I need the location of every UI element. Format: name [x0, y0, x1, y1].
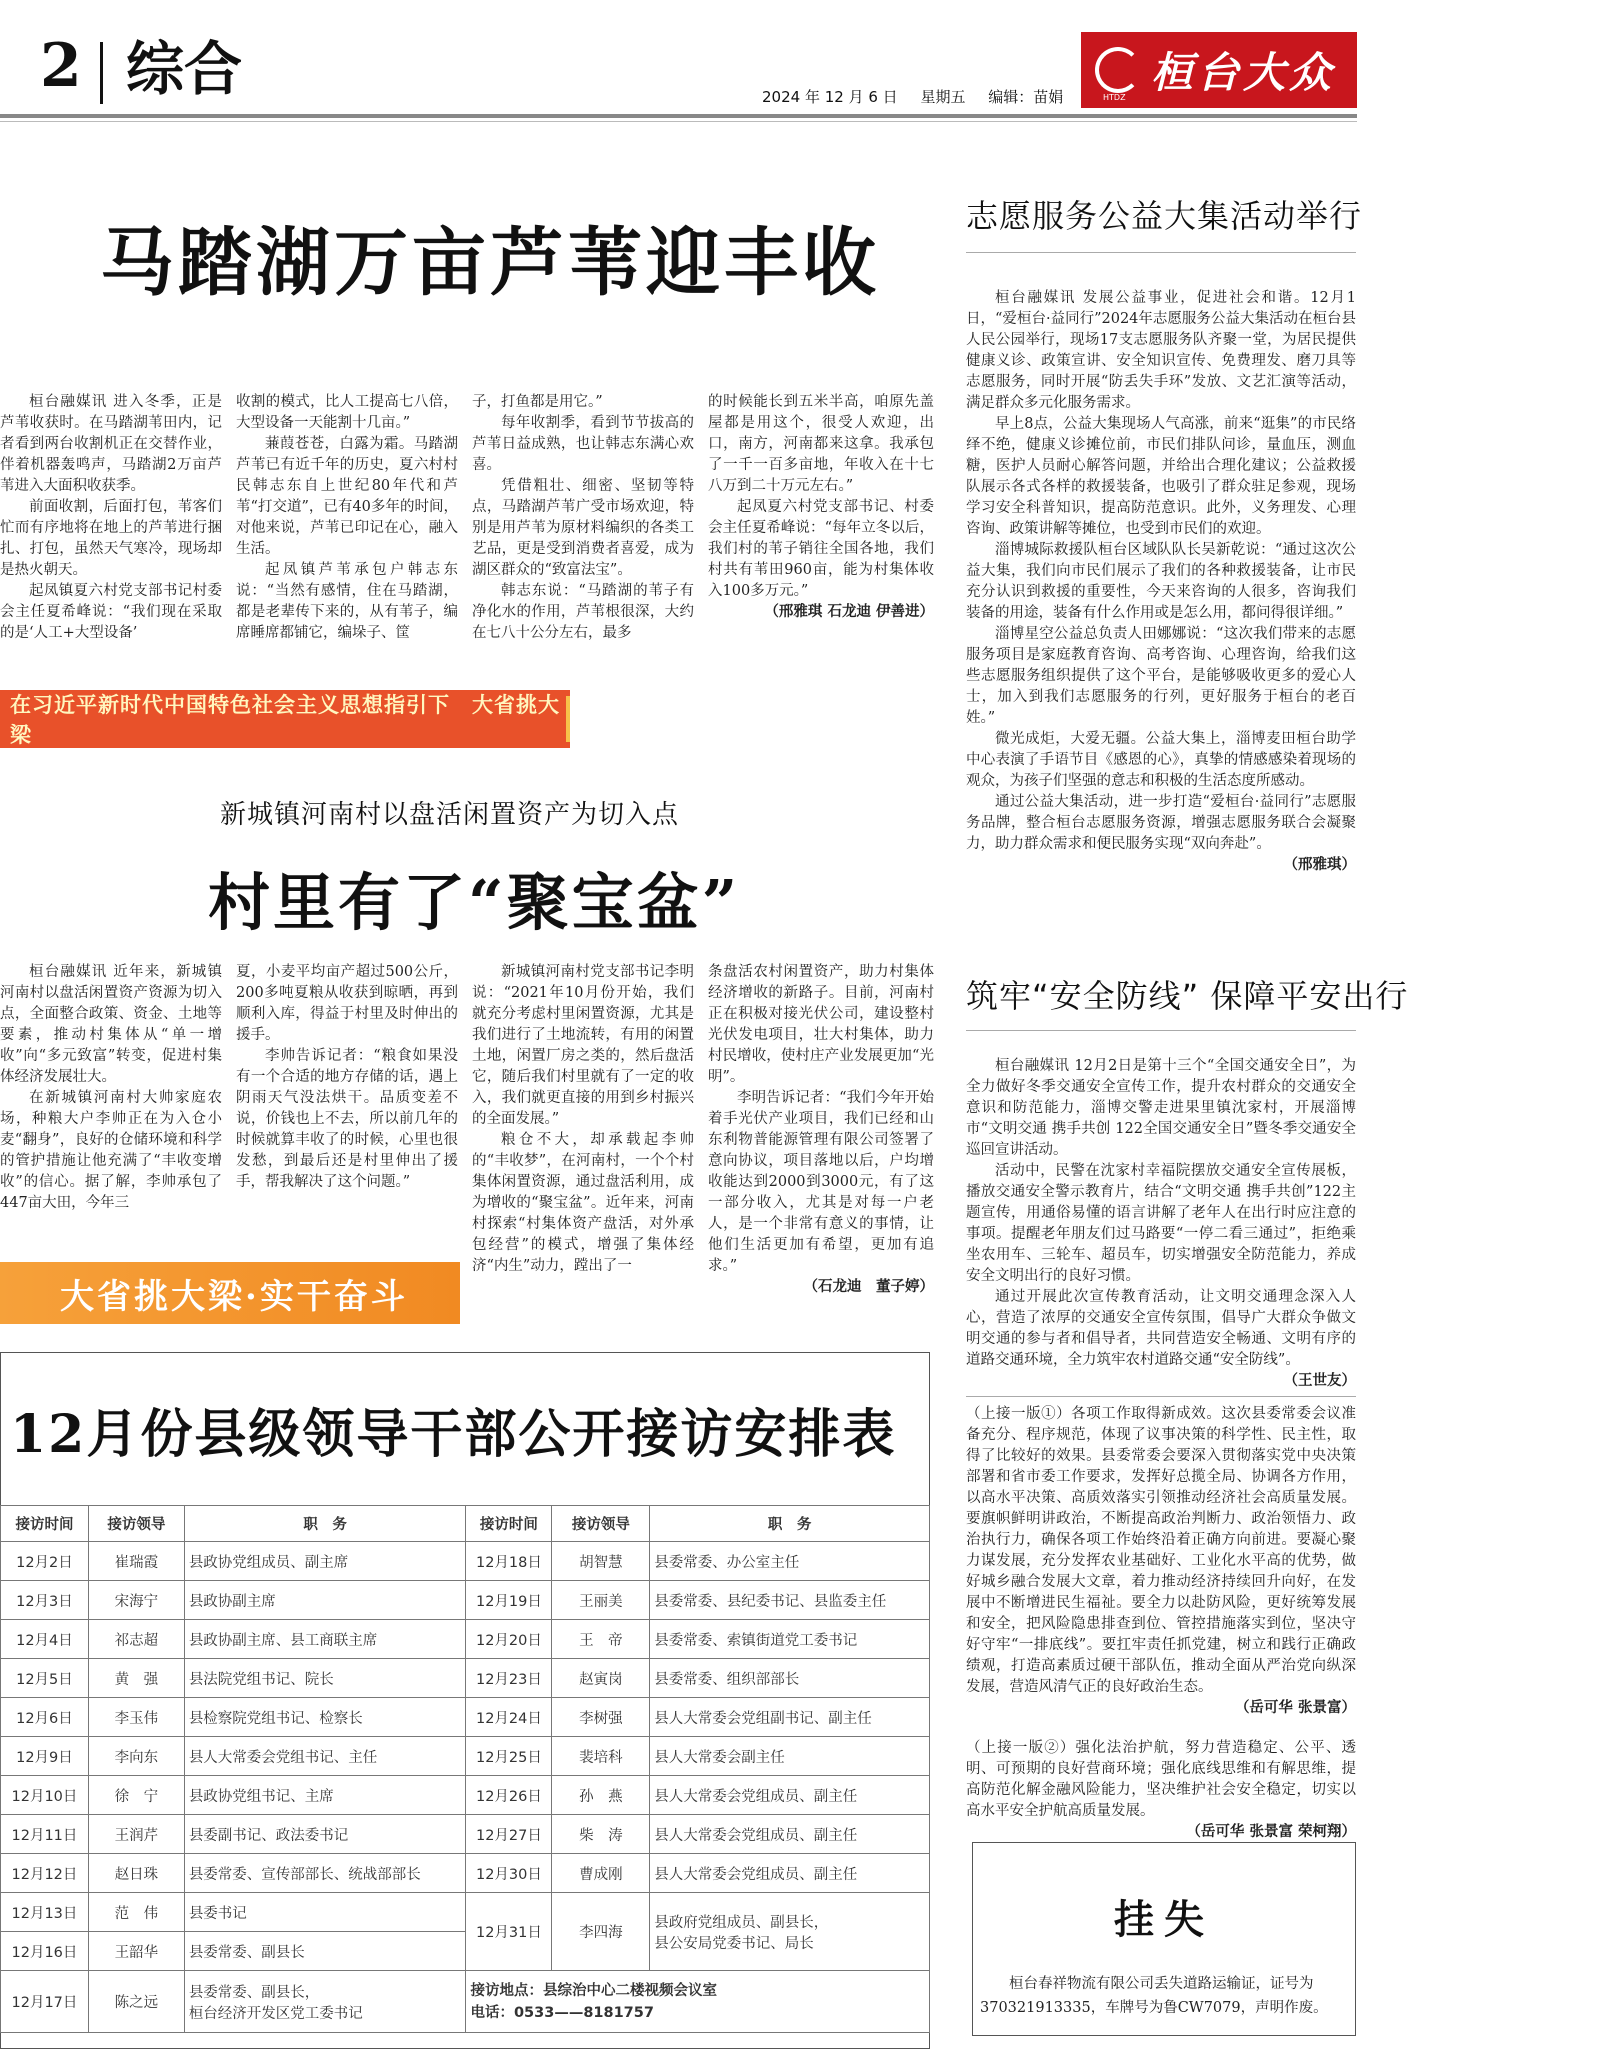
page-number: 2: [40, 31, 82, 101]
article2-col1: [0, 962, 222, 1214]
paragraph: 李帅告诉记者：“粮食如果没有一个合适的地方存储的话，遇上阴雨天气没法烘干。品质变差不说，价钱也上不去，所以前几年的时候就算丰收了的时候，心里也很发愁，到最后还是村里伸出了援手，帮我解决了这个问题。”: [236, 1048, 458, 1190]
schedule-cell: 范 伟: [88, 1893, 184, 1932]
schedule-cell: 柴 涛: [552, 1815, 650, 1854]
schedule-cell: 县委常委、索镇街道党工委书记: [650, 1620, 930, 1659]
schedule-cell: 县人大常委会副主任: [650, 1737, 930, 1776]
schedule-cell: 12月11日: [1, 1815, 89, 1854]
table-row: [1, 1581, 930, 1620]
issue-weekday: 星期五: [920, 88, 966, 106]
right1-rule: [966, 252, 1356, 253]
paragraph: 子，打鱼都是用它。”: [472, 394, 603, 410]
section-title: 综合: [126, 35, 243, 103]
issue-date: 2024 年 12 月 6 日: [762, 88, 898, 106]
schedule-header-cell: 职 务: [650, 1506, 930, 1542]
schedule-cell: 县检察院党组书记、检察长: [184, 1698, 466, 1737]
schedule-cell: 王 帝: [552, 1620, 650, 1659]
right3-rule: [966, 1396, 1356, 1397]
paragraph: 通过公益大集活动，进一步打造“爱桓台·益同行”志愿服务品牌，整合桓台志愿服务资源，增强志愿服务联合会凝聚力，助力群众需求和便民服务实现“双向奔赴”。: [966, 794, 1356, 852]
cont1-byline: （岳可华 张景富）: [1234, 1700, 1356, 1716]
schedule-header-cell: 接访时间: [1, 1506, 89, 1542]
schedule-cell: 县人大常委会党组副书记、副主任: [650, 1698, 930, 1737]
schedule-cell: 徐 宁: [88, 1776, 184, 1815]
paragraph: 条盘活农村闲置资产，助力村集体经济增收的新路子。目前，河南村正在积极对接光伏公司，建设整村光伏发电项目，壮大村集体，助力村民增收，使村庄产业发展更加“光明”。: [708, 964, 934, 1085]
schedule-cell: 黄 强: [88, 1659, 184, 1698]
schedule-cell: 12月19日: [466, 1581, 552, 1620]
article2-subheadline: 新城镇河南村以盘活闲置资产为切入点: [220, 800, 680, 830]
paragraph: 起凤镇夏六村党支部书记村委会主任夏希峰说：“我们现在采取的是‘人工+大型设备’: [0, 583, 222, 641]
schedule-cell: 县人大常委会党组成员、副主任: [650, 1776, 930, 1815]
schedule-cell: 12月6日: [1, 1698, 89, 1737]
schedule-cell: 孙 燕: [552, 1776, 650, 1815]
paragraph: 凭借粗壮、细密、坚韧等特点，马踏湖芦苇广受市场欢迎，特别是用芦苇为原材料编织的各类工艺品，更是受到消费者喜爱，成为湖区群众的“致富法宝”。: [472, 478, 694, 578]
schedule-header-cell: 接访领导: [552, 1506, 650, 1542]
article1-col3: [472, 392, 694, 644]
logo-swirl-icon: [1095, 47, 1141, 93]
logo-text: 桓台大众: [1151, 48, 1336, 97]
schedule-cell: 胡智慧: [552, 1542, 650, 1581]
schedule-cell: 县委副书记、政法委书记: [184, 1815, 466, 1854]
paragraph: 韩志东说：“马踏湖的苇子有净化水的作用，芦苇根很深，大约在七八十公分左右，最多: [472, 583, 694, 641]
paragraph: 起凤夏六村党支部书记、村委会主任夏希峰说：“每年立冬以后，我们村的苇子销往全国各地，我们村共有苇田960亩，能为村集体收入100多万元。”: [708, 499, 934, 599]
lost-notice-title: 挂失: [1114, 1896, 1214, 1943]
schedule-cell: 县人大常委会党组成员、副主任: [650, 1815, 930, 1854]
cont2-body: [966, 1738, 1356, 1843]
right2-rule: [966, 1030, 1356, 1031]
schedule-cell: 县政协副主席、县工商联主席: [184, 1620, 466, 1659]
schedule-cell: 县委书记: [184, 1893, 466, 1932]
schedule-cell: 县委常委、宣传部部长、统战部部长: [184, 1854, 466, 1893]
paragraph: 收割的模式，比人工提高七八倍，大型设备一天能割十几亩。”: [236, 394, 458, 431]
article2-col4: [708, 962, 934, 1298]
schedule-cell: 曹成刚: [552, 1854, 650, 1893]
article2-headline: 村里有了“聚宝盆”: [208, 866, 741, 939]
newspaper-logo: [1081, 32, 1357, 108]
right1-body: [966, 288, 1356, 876]
paragraph: 淄博星空公益总负责人田娜娜说：“这次我们带来的志愿服务项目是家庭教育咨询、高考咨询、心理咨询，给我们这些志愿服务组织提供了这个平台，是能够吸收更多的爱心人士，加入到我们志愿服务的行列，更好服务于桓台的老百姓。”: [966, 626, 1356, 726]
table-row: [1, 1659, 930, 1698]
table-row: [1, 1893, 930, 1932]
masthead-divider: [100, 42, 103, 104]
paragraph: 的时候能长到五米半高，咱原先盖屋都是用这个，很受人欢迎，出口，南方，河南都来这拿。我承包了一千一百多亩地，年收入在十七八万到二十万元左右。”: [708, 394, 934, 494]
paragraph: （上接一版②）强化法治护航，努力营造稳定、公平、透明、可预期的良好营商环境；强化底线思维和有解思维，提高防范化解金融风险能力，坚决维护社会安全稳定，切实以高水平安全护航高质量发展。: [966, 1740, 1356, 1819]
article2-col2: [236, 962, 458, 1193]
schedule-cell: 12月18日: [466, 1542, 552, 1581]
table-row: [1, 1776, 930, 1815]
schedule-cell: 12月27日: [466, 1815, 552, 1854]
right2-byline: （王世友）: [1283, 1373, 1356, 1389]
schedule-cell: 陈之远: [88, 1971, 184, 2033]
schedule-cell: 12月31日: [466, 1893, 552, 1971]
schedule-cell: 县政协党组成员、副主席: [184, 1542, 466, 1581]
schedule-cell: 王韶华: [88, 1932, 184, 1971]
schedule-cell: 12月9日: [1, 1737, 89, 1776]
paragraph: 蒹葭苍苍，白露为霜。马踏湖芦苇已有近千年的历史，夏六村村民韩志东自上世纪80年代和芦苇“打交道”，已有40多年的时间，对他来说，芦苇已印记在心，融入生活。: [236, 436, 458, 557]
schedule-cell: 12月5日: [1, 1659, 89, 1698]
schedule-cell: 县人大常委会党组成员、副主任: [650, 1854, 930, 1893]
table-row: [1, 1854, 930, 1893]
schedule-cell: 12月10日: [1, 1776, 89, 1815]
paragraph: 早上8点，公益大集现场人气高涨，前来“逛集”的市民络绎不绝，健康义诊摊位前，市民们排队问诊，量血压，测血糖，医护人员耐心解答问题，并给出合理化建议；公益救援队展示各式各样的救援装备，也吸引了群众驻足参观，现场学习安全科普知识，提高防范意识。此外，义务理发、心理咨询、政策讲解等摊位，也受到市民们的欢迎。: [966, 416, 1356, 537]
paragraph: 通过开展此次宣传教育活动，让文明交通理念深入人心，营造了浓厚的交通安全宣传氛围，倡导广大群众争做文明交通的参与者和倡导者，共同营造安全畅通、文明有序的道路交通环境，全力筑牢农村道路交通“安全防线”。: [966, 1289, 1356, 1368]
schedule-cell: 赵日珠: [88, 1854, 184, 1893]
schedule-cell: 12月12日: [1, 1854, 89, 1893]
article2-col3: [472, 962, 694, 1277]
schedule-header-cell: 接访时间: [466, 1506, 552, 1542]
paragraph: 微光成炬，大爱无疆。公益大集上，淄博麦田桓台助学中心表演了手语节目《感恩的心》，真挚的情感感染着现场的观众，为孩子们坚强的意志和积极的生活态度所感动。: [966, 731, 1356, 789]
schedule-cell: 12月26日: [466, 1776, 552, 1815]
article2-byline: （石龙迪 董子婷）: [803, 1279, 934, 1295]
schedule-cell: 崔瑞霞: [88, 1542, 184, 1581]
editor-credit: 编辑：苗娟: [988, 88, 1064, 106]
schedule-title: 12月份县级领导干部公开接访安排表: [10, 1404, 897, 1465]
paragraph: 夏，小麦平均亩产超过500公斤，200多吨夏粮从收获到晾晒，再到顺利入库，得益于村里及时伸出的援手。: [236, 964, 458, 1043]
schedule-cell: 祁志超: [88, 1620, 184, 1659]
paragraph: （上接一版①）各项工作取得新成效。这次县委常委会议准备充分、程序规范，体现了议事决策的科学性、民主性，取得了比较好的效果。县委常委会要深入贯彻落实党中央决策部署和省市委工作要求，发挥好总揽全局、协调各方作用，以高水平决策、高质效落实引领推动经济社会高质量发展。要旗帜鲜明讲政治，不断提高政治判断力、政治领悟力、政治执行力，确保各项工作始终沿着正确方向前进。要凝心聚力谋发展，充分发挥农业基础好、工业化水平高的优势，做好城乡融合发展大文章，着力推动经济持续回升向好，在发展中不断增进民生福祉。要全力以赴防风险，更好统筹发展和安全，把风险隐患排查到位、管控措施落实到位，坚决守好守牢“一排底线”。要扛牢责任抓党建，树立和践行正确政绩观，打造高素质过硬干部队伍，推动全面从严治党向纵深发展，营造风清气正的良好政治生态。: [966, 1406, 1356, 1695]
paragraph: 桓台融媒讯 12月2日是第十三个“全国交通安全日”，为全力做好冬季交通安全宣传工作，提升农村群众的交通安全意识和防范能力，淄博交警走进果里镇沈家村，开展淄博市“文明交通 携手共创 122全国交通安全日”暨冬季交通安全巡回宣讲活动。: [966, 1058, 1356, 1158]
schedule-cell: 县政府党组成员、副县长， 县公安局党委书记、局长: [650, 1893, 930, 1971]
schedule-cell: 县委常委、副县长， 桓台经济开发区党工委书记: [184, 1971, 466, 2033]
schedule-cell: 裴培科: [552, 1737, 650, 1776]
schedule-header-cell: 接访领导: [88, 1506, 184, 1542]
table-row: [1, 1620, 930, 1659]
contact-location: 接访地点：县综治中心二楼视频会议室: [470, 1982, 717, 1999]
schedule-cell: 12月17日: [1, 1971, 89, 2033]
paragraph: 桓台融媒讯 进入冬季，正是芦苇收获时。在马踏湖苇田内，记者看到两台收割机正在交替作业，伴着机器轰鸣声，马踏湖2万亩芦苇进入大面积收获季。: [0, 394, 222, 494]
table-row: [1, 1737, 930, 1776]
schedule-cell: 县法院党组书记、院长: [184, 1659, 466, 1698]
contact-phone: 电话：0533——8181757: [470, 2004, 654, 2021]
right1-byline: （邢雅琪）: [1283, 857, 1356, 873]
slogan-banner: 大省挑大梁·实干奋斗: [0, 1262, 460, 1324]
schedule-cell: 县委常委、组织部部长: [650, 1659, 930, 1698]
schedule-cell: 12月4日: [1, 1620, 89, 1659]
schedule-cell: 县政协党组书记、主席: [184, 1776, 466, 1815]
paragraph: 粮仓不大，却承载起李帅的“丰收梦”，在河南村，一个个村集体闲置资源，通过盘活利用，成为增收的“聚宝盆”。近年来，河南村探索“村集体资产盘活，对外承包经营”的模式，增强了集体经济“内生”动力，蹚出了一: [472, 1132, 694, 1274]
masthead-rule-thin: [0, 121, 1357, 122]
right2-body: [966, 1056, 1356, 1392]
paragraph: 在新城镇河南村大帅家庭农场，种粮大户李帅正在为入仓小麦“翻身”，良好的仓储环境和科学的管护措施让他充满了“丰收变增收”的信心。据了解，李帅承包了447亩大田，今年三: [0, 1090, 222, 1211]
schedule-cell: 12月3日: [1, 1581, 89, 1620]
table-row: [1, 1542, 930, 1581]
schedule-cell: 县委常委、县纪委书记、县监委主任: [650, 1581, 930, 1620]
right1-headline: 志愿服务公益大集活动举行: [966, 197, 1363, 235]
schedule-cell: 12月23日: [466, 1659, 552, 1698]
schedule-cell: 李玉伟: [88, 1698, 184, 1737]
contact-info: [466, 1971, 930, 2033]
paragraph: 新城镇河南村党支部书记李明说：“2021年10月份开始，我们就充分考虑村里闲置资源，尤其是我们进行了土地流转，有用的闲置土地，闲置厂房之类的，然后盘活它，随后我们村里就有了一定的收入，我们就更直接的用到乡村振兴的全面发展。”: [472, 964, 694, 1127]
article1-headline: 马踏湖万亩芦苇迎丰收: [100, 220, 880, 306]
cont2-byline: （岳可华 张景富 荣柯翔）: [1186, 1824, 1356, 1840]
theme-banner: 在习近平新时代中国特色社会主义思想指引下 大省挑大梁: [0, 690, 570, 748]
paragraph: 起凤镇芦苇承包户韩志东说：“当然有感情，住在马踏湖，都是老辈传下来的，从有苇子，编席睡席都铺它，编垛子、筐: [236, 562, 458, 641]
article1-col2: [236, 392, 458, 644]
schedule-cell: 12月25日: [466, 1737, 552, 1776]
table-row: [1, 1815, 930, 1854]
paragraph: 李明告诉记者：“我们今年开始着手光伏产业项目，我们已经和山东利物普能源管理有限公司签署了意向协议，项目落地以后，户均增收能达到2000到3000元，有了这一部分收入，尤其是对每一户老人，是一个非常有意义的事情，让他们生活更加有希望，更加有追求。”: [708, 1090, 934, 1274]
schedule-cell: 12月20日: [466, 1620, 552, 1659]
article1-col4: [708, 392, 934, 623]
schedule-cell: 县委常委、办公室主任: [650, 1542, 930, 1581]
schedule-cell: 县委常委、副县长: [184, 1932, 466, 1971]
schedule-cell: 李树强: [552, 1698, 650, 1737]
schedule-cell: 12月13日: [1, 1893, 89, 1932]
schedule-cell: 12月24日: [466, 1698, 552, 1737]
paragraph: 活动中，民警在沈家村幸福院摆放交通安全宣传展板，播放交通安全警示教育片，结合“文明交通 携手共创”122主题宣传，用通俗易懂的语言讲解了老年人在出行时应注意的事项。提醒老年朋友们过马路要“一停二看三通过”，拒绝乘坐农用车、三轮车、超员车，切实增强安全防范能力，养成安全文明出行的良好习惯。: [966, 1163, 1356, 1284]
masthead-rule: [0, 114, 1357, 118]
dateline: [762, 86, 1081, 107]
schedule-cell: 宋海宁: [88, 1581, 184, 1620]
schedule-cell: 12月16日: [1, 1932, 89, 1971]
cont1-body: [966, 1404, 1356, 1719]
paragraph: 淄博城际救援队桓台区域队队长吴新乾说：“通过这次公益大集，我们向市民们展示了我们的各种救援装备，让市民充分认识到救援的重要性，今天来咨询的人很多，咨询我们装备的用途，装备有什么作用或是怎么用，都问得很详细。”: [966, 542, 1356, 621]
paragraph: 前面收割，后面打包，苇客们忙而有序地将在地上的芦苇进行捆扎、打包，虽然天气寒冷，现场却是热火朝天。: [0, 499, 222, 578]
article1-byline: （邢雅琪 石龙迪 伊善进）: [764, 604, 934, 620]
lost-notice-body: 桓台春祥物流有限公司丢失道路运输证，证号为370321913335，车牌号为鲁CW7079，声明作废。: [980, 1976, 1328, 2016]
schedule-cell: 县人大常委会党组书记、主任: [184, 1737, 466, 1776]
schedule-cell: 李四海: [552, 1893, 650, 1971]
schedule-header-row: [1, 1506, 930, 1542]
schedule-cell: 12月2日: [1, 1542, 89, 1581]
table-row: [1, 1698, 930, 1737]
schedule-cell: 王润芹: [88, 1815, 184, 1854]
paragraph: 桓台融媒讯 发展公益事业，促进社会和谐。12月1日，“爱桓台·益同行”2024年志愿服务公益大集活动在桓台县人民公园举行，现场17支志愿服务队齐聚一堂，为居民提供健康义诊、政策宣讲、安全知识宣传、免费理发、磨刀具等志愿服务，同时开展“防丢失手环”发放、文艺汇演等活动，满足群众多元化服务需求。: [966, 290, 1356, 411]
article1-col1: [0, 392, 222, 644]
schedule-cell: 赵寅岗: [552, 1659, 650, 1698]
schedule-table: [0, 1505, 930, 2033]
schedule-cell: 李向东: [88, 1737, 184, 1776]
paragraph: 桓台融媒讯 近年来，新城镇河南村以盘活闲置资产资源为切入点，全面整合政策、资金、土地等要素，推动村集体从“单一增收”向“多元致富”转变，促进村集体经济发展壮大。: [0, 964, 222, 1085]
schedule-cell: 12月30日: [466, 1854, 552, 1893]
paragraph: 每年收割季，看到节节拔高的芦苇日益成熟，也让韩志东满心欢喜。: [472, 415, 694, 473]
schedule-cell: 县政协副主席: [184, 1581, 466, 1620]
right2-headline: 筑牢“安全防线” 保障平安出行: [966, 977, 1409, 1015]
logo-subtext: HTDZ: [1103, 93, 1126, 102]
table-row: [1, 1971, 930, 2033]
schedule-header-cell: 职 务: [184, 1506, 466, 1542]
schedule-cell: 王丽美: [552, 1581, 650, 1620]
